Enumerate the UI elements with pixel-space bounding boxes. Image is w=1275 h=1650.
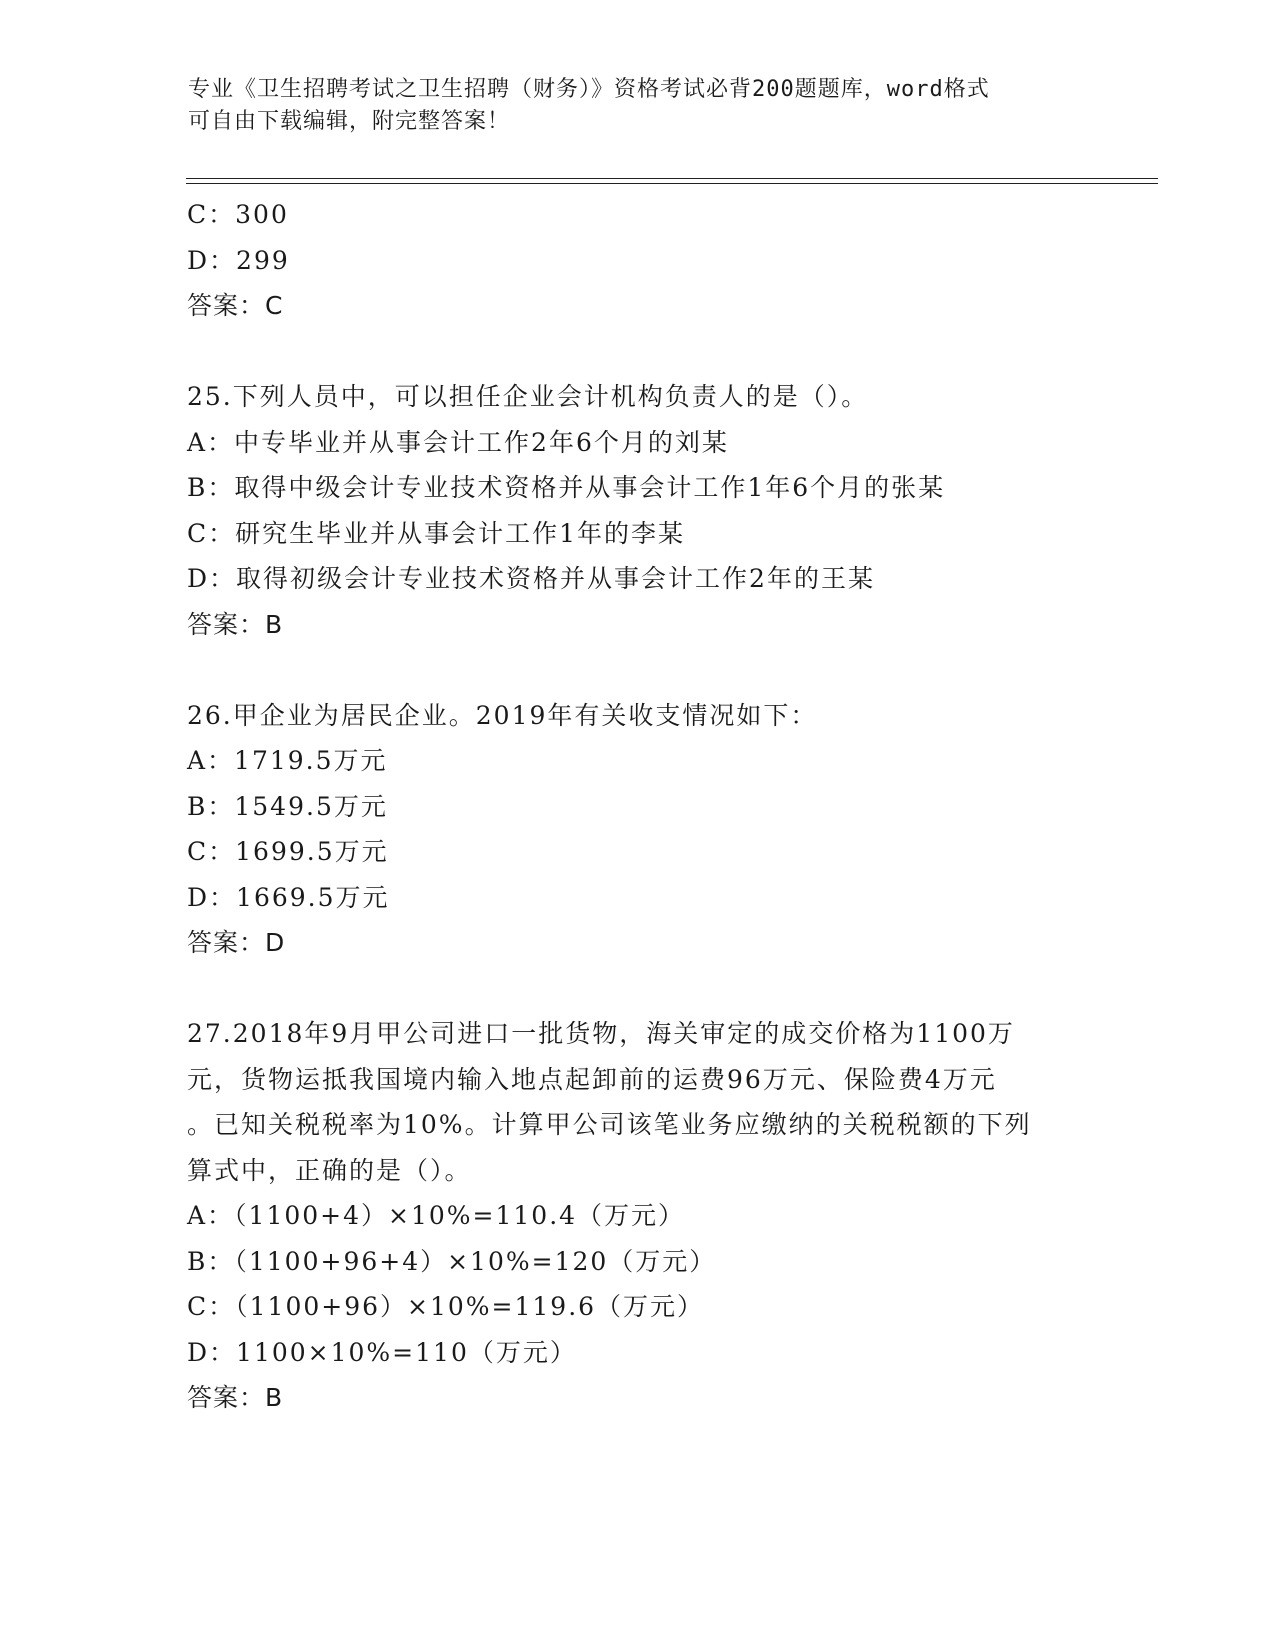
option-b: B：取得中级会计专业技术资格并从事会计工作1年6个月的张某 [187, 473, 946, 502]
option-c: C：300 [187, 200, 289, 229]
option-b: B：（1100+96+4）×10%=120（万元） [187, 1246, 717, 1276]
header-divider-bottom [186, 183, 1158, 184]
question-stem-line-1: 27.2018年9月甲公司进口一批货物，海关审定的成交价格为1100万 [187, 1019, 1015, 1048]
question-stem: 26.甲企业为居民企业。2019年有关收支情况如下： [187, 700, 818, 730]
question-content [187, 192, 1087, 1421]
question-stem: 25.下列人员中，可以担任企业会计机构负责人的是（）。 [187, 382, 869, 411]
document-header [188, 74, 1088, 138]
question-stem-line-2: 元，货物运抵我国境内输入地点起卸前的运费96万元、保险费4万元 [187, 1064, 997, 1094]
spacer [187, 329, 1087, 375]
option-b: B：1549.5万元 [187, 791, 388, 821]
question-27 [187, 1011, 1087, 1421]
question-25 [187, 374, 1087, 647]
option-a: A：中专毕业并从事会计工作2年6个月的刘某 [187, 427, 729, 457]
option-c: C：研究生毕业并从事会计工作1年的李某 [187, 518, 686, 548]
question-stem-line-4: 算式中，正确的是（）。 [187, 1155, 472, 1185]
header-line-2: 可自由下载编辑，附完整答案！ [188, 109, 511, 134]
answer-line: 答案：B [187, 1383, 284, 1412]
question-26 [187, 693, 1087, 966]
option-d: D：1669.5万元 [187, 882, 390, 912]
spacer [187, 966, 1087, 1012]
option-a: A：（1100+4）×10%=110.4（万元） [187, 1201, 686, 1230]
answer-line: 答案：B [187, 609, 284, 639]
option-d: D：299 [187, 245, 290, 275]
option-c: C：1699.5万元 [187, 837, 389, 866]
question-prev [187, 192, 1087, 329]
spacer [187, 647, 1087, 693]
option-d: D：1100×10%=110（万元） [187, 1337, 577, 1367]
option-c: C：（1100+96）×10%=119.6（万元） [187, 1292, 705, 1321]
question-stem-line-3: 。已知关税税率为10%。计算甲公司该笔业务应缴纳的关税税额的下列 [187, 1110, 1032, 1139]
header-divider-top [186, 178, 1158, 179]
answer-line: 答案：D [187, 928, 286, 957]
answer-line: 答案：C [187, 291, 284, 320]
option-a: A：1719.5万元 [187, 746, 388, 775]
option-d: D：取得初级会计专业技术资格并从事会计工作2年的王某 [187, 564, 875, 593]
header-line-1: 专业《卫生招聘考试之卫生招聘（财务）》资格考试必背200题题库，word格式 [188, 77, 990, 102]
